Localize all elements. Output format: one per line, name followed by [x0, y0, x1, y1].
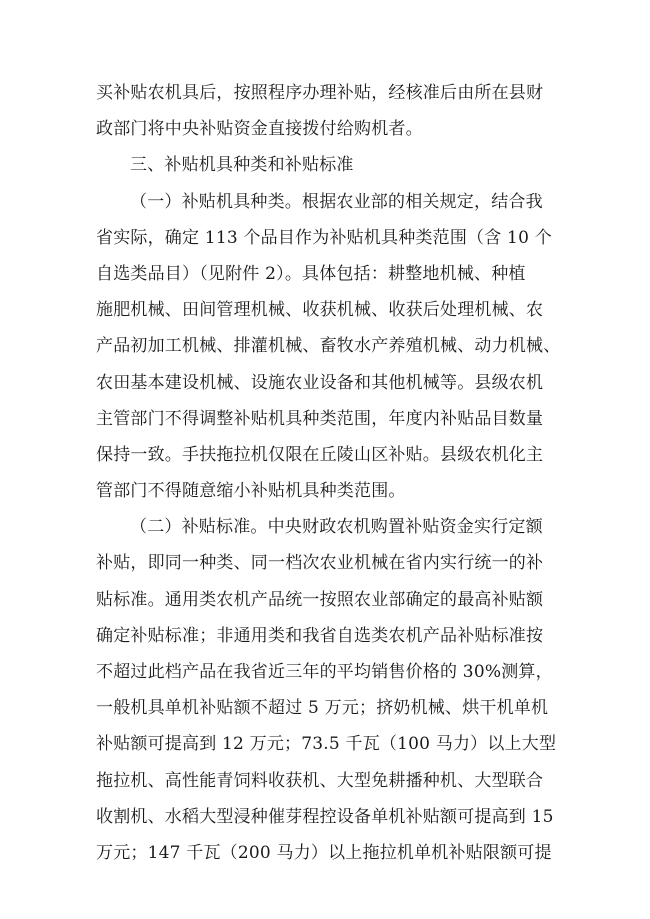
text-line: 收割机、水稻大型浸种催芽程控设备单机补贴额可提高到 15 [96, 806, 554, 827]
text-line: 补贴额可提高到 12 万元；73.5 千瓦（100 马力）以上大型 [96, 734, 557, 755]
text-line: 自选类品目）（见附件 2）。具体包括：耕整地机械、种植 [96, 263, 526, 284]
text-line: 补贴，即同一种类、同一档次农业机械在省内实行统一的补 [96, 553, 544, 574]
text-line: 贴标准。通用类农机产品统一按照农业部确定的最高补贴额 [96, 589, 544, 610]
text-line: 管部门不得随意缩小补贴机具种类范围。 [96, 481, 406, 502]
text-line: 买补贴农机具后，按照程序办理补贴，经核准后由所在县财 [96, 83, 544, 103]
text-line: 保持一致。手扶拖拉机仅限在丘陵山区补贴。县级农机化主 [96, 444, 544, 465]
text-line: 主管部门不得调整补贴机具种类范围，年度内补贴品目数量 [96, 408, 544, 429]
text-line: 产品初加工机械、排灌机械、畜牧水产养殖机械、动力机械、 [96, 336, 561, 357]
section-heading: 三、补贴机具种类和补贴标准 [130, 155, 354, 176]
text-line: 施肥机械、田间管理机械、收获机械、收获后处理机械、农 [96, 300, 544, 321]
text-line: 一般机具单机补贴额不超过 5 万元；挤奶机械、烘干机单机 [96, 698, 549, 719]
text-line: 政部门将中央补贴资金直接拨付给购机者。 [96, 119, 423, 140]
text-line: （二）补贴标准。中央财政农机购置补贴资金实行定额 [130, 517, 543, 538]
text-line: 确定补贴标准；非通用类和我省自选类农机产品补贴标准按 [96, 625, 544, 646]
text-line: （一）补贴机具种类。根据农业部的相关规定，结合我 [130, 191, 543, 212]
text-line: 不超过此档产品在我省近三年的平均销售价格的 30%测算， [96, 662, 553, 682]
text-line: 农田基本建设机械、设施农业设备和其他机械等。县级农机 [96, 372, 544, 393]
document-body [96, 75, 561, 871]
text-line: 省实际，确定 113 个品目作为补贴机具种类范围（含 10 个 [96, 227, 552, 248]
text-line: 拖拉机、高性能青饲料收获机、大型免耕播种机、大型联合 [96, 770, 544, 791]
text-line: 万元；147 千瓦（200 马力）以上拖拉机单机补贴限额可提 [96, 842, 552, 863]
